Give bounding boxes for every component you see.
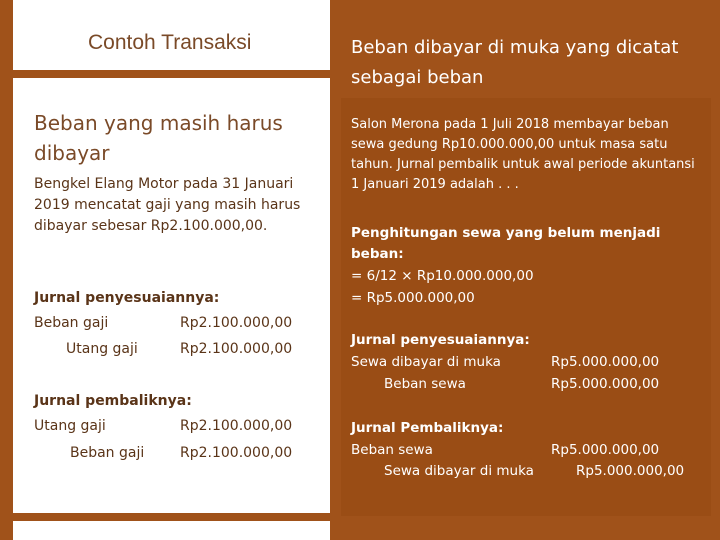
left-adjusting-credit-amount: Rp2.100.000,00 xyxy=(180,341,293,357)
right-adjusting-credit-account: Beban sewa xyxy=(384,376,466,392)
right-section-heading: Beban dibayar di muka yang dicatat sebagai beban xyxy=(351,37,679,88)
left-section-heading: Beban yang masih harus dibayar xyxy=(34,111,283,165)
left-reversing-debit-amount: Rp2.100.000,00 xyxy=(180,418,293,434)
left-reversing-debit-account: Utang gaji xyxy=(34,418,106,434)
calc-label-line-1: Penghitungan sewa yang belum menjadi xyxy=(351,225,661,241)
calc-label-line-2: beban: xyxy=(351,246,404,262)
right-reversing-credit-amount: Rp5.000.000,00 xyxy=(576,463,685,479)
left-frame-bar xyxy=(0,0,13,540)
right-reversing-label: Jurnal Pembaliknya: xyxy=(351,420,504,436)
left-reversing-label: Jurnal pembaliknya: xyxy=(34,393,192,409)
left-reversing-credit-amount: Rp2.100.000,00 xyxy=(180,445,293,461)
calc-line-1: = 6/12 × Rp10.000.000,00 xyxy=(351,268,534,284)
right-reversing-debit-account: Beban sewa xyxy=(351,442,433,458)
right-adjusting-credit-amount: Rp5.000.000,00 xyxy=(551,376,660,392)
bottom-divider-bar xyxy=(0,513,330,521)
right-adjusting-debit-account: Sewa dibayar di muka xyxy=(351,354,501,370)
right-adjusting-label: Jurnal penyesuaiannya: xyxy=(351,332,530,348)
left-reversing-credit-account: Beban gaji xyxy=(70,445,145,461)
right-reversing-debit-amount: Rp5.000.000,00 xyxy=(551,442,660,458)
left-adjusting-label: Jurnal penyesuaiannya: xyxy=(34,290,220,306)
right-example-text: Salon Merona pada 1 Juli 2018 membayar beban sewa gedung Rp10.000.000,00 untuk masa satu tahun. Jurnal pembalik untuk awal periode akuntansi 1 Januari 2019 adalah . . . xyxy=(351,117,695,192)
top-divider-bar xyxy=(0,70,330,78)
calc-line-2: = Rp5.000.000,00 xyxy=(351,290,475,306)
right-adjusting-debit-amount: Rp5.000.000,00 xyxy=(551,354,660,370)
left-example-text: Bengkel Elang Motor pada 31 Januari 2019 mencatat gaji yang masih harus dibayar sebesar Rp2.100.000,00. xyxy=(34,176,301,234)
left-adjusting-debit-account: Beban gaji xyxy=(34,315,109,331)
left-adjusting-debit-amount: Rp2.100.000,00 xyxy=(180,315,293,331)
left-adjusting-credit-account: Utang gaji xyxy=(66,341,138,357)
right-reversing-credit-account: Sewa dibayar di muka xyxy=(384,463,534,479)
slide-title: Contoh Transaksi xyxy=(88,31,252,54)
